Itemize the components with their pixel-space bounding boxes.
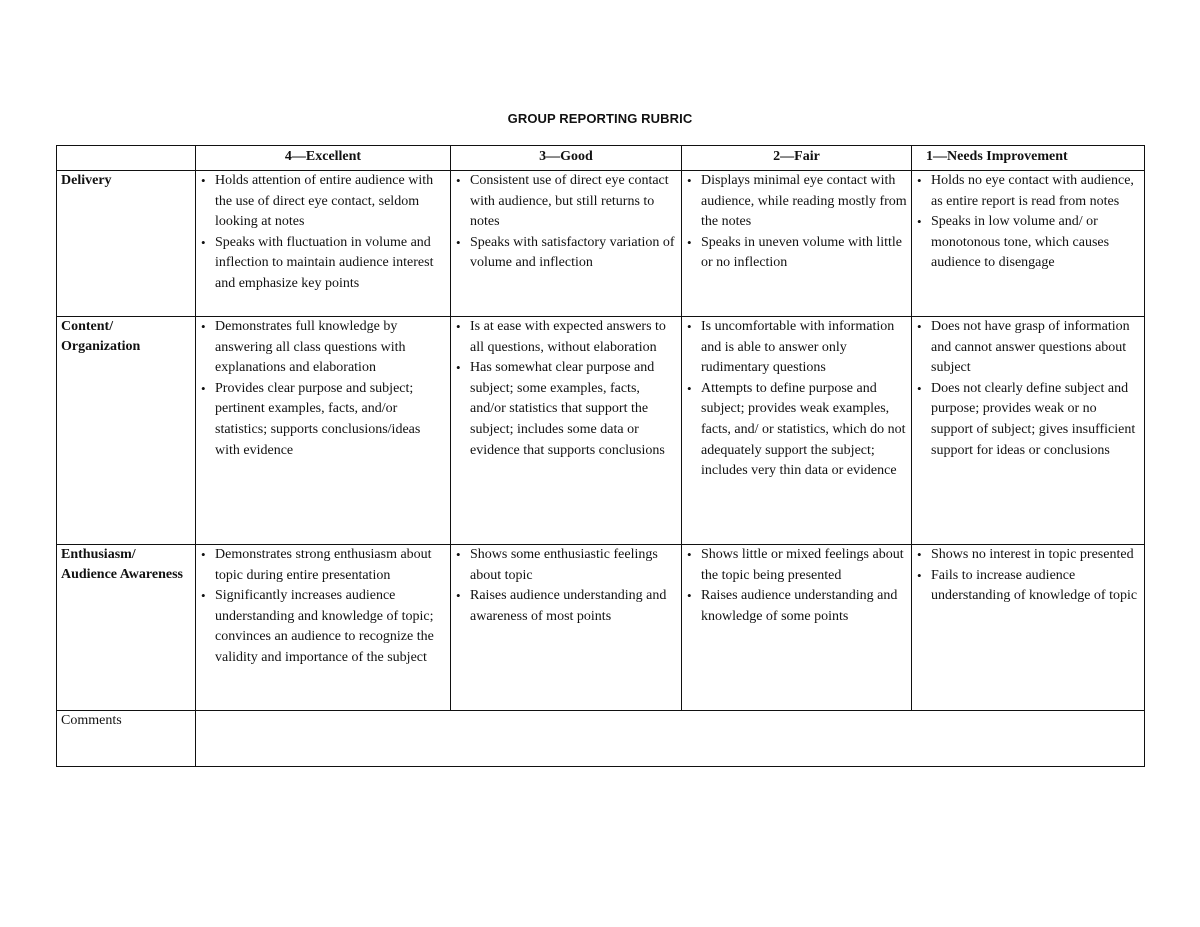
header-empty [57,146,196,171]
bullet-item: • Demonstrates strong enthusiasm about topic during entire presentation [200,545,447,586]
row-label-delivery: Delivery [57,171,196,317]
row-delivery [57,171,1145,317]
header-excellent: 4—Excellent [196,146,451,171]
rubric-table [56,145,1145,767]
bullet-item: • Shows some enthusiastic feelings about topic [455,545,678,586]
cell-enthusiasm-excellent [196,545,451,711]
bullet-item: • Significantly increases audience understanding and knowledge of topic; convinces an audience to recognize the validity and importance of the subject [200,586,447,668]
bullet-item: • Raises audience understanding and awareness of most points [455,586,678,627]
comments-area[interactable] [196,711,1145,767]
row-label-enthusiasm: Enthusiasm/ Audience Awareness [57,545,196,711]
header-good: 3—Good [451,146,682,171]
bullet-item: • Displays minimal eye contact with audience, while reading mostly from the notes [686,171,908,233]
cell-content-fair [682,317,912,545]
cell-delivery-good [451,171,682,317]
cell-content-good [451,317,682,545]
bullet-item: • Does not clearly define subject and purpose; provides weak or no support of subject; gives insufficient support for ideas or conclusions [916,379,1141,461]
page-title: GROUP REPORTING RUBRIC [507,111,693,126]
bullet-item: • Raises audience understanding and knowledge of some points [686,586,908,627]
bullet-item: • Fails to increase audience understanding of knowledge of topic [916,566,1141,607]
bullet-item: • Speaks with fluctuation in volume and inflection to maintain audience interest and emphasize key points [200,233,447,295]
bullet-item: • Speaks with satisfactory variation of volume and inflection [455,233,678,274]
bullet-item: • Attempts to define purpose and subject; provides weak examples, facts, and/ or statistics, which do not adequately support the subject; includes very thin data or evidence [686,379,908,482]
row-comments [57,711,1145,767]
row-content-organization [57,317,1145,545]
bullet-item: • Shows no interest in topic presented [916,545,1141,566]
bullet-item: • Holds no eye contact with audience, as entire report is read from notes [916,171,1141,212]
bullet-item: • Is at ease with expected answers to all questions, without elaboration [455,317,678,358]
bullet-item: • Provides clear purpose and subject; pertinent examples, facts, and/or statistics; supports conclusions/ideas with evidence [200,379,447,461]
bullet-item: • Speaks in uneven volume with little or no inflection [686,233,908,274]
bullet-item: • Speaks in low volume and/ or monotonous tone, which causes audience to disengage [916,212,1141,274]
bullet-item: • Shows little or mixed feelings about the topic being presented [686,545,908,586]
bullet-item: • Consistent use of direct eye contact with audience, but still returns to notes [455,171,678,233]
cell-delivery-needs-improvement [912,171,1145,317]
cell-enthusiasm-good [451,545,682,711]
bullet-item: • Demonstrates full knowledge by answering all class questions with explanations and elaboration [200,317,447,379]
cell-content-needs-improvement [912,317,1145,545]
row-label-content: Content/ Organization [57,317,196,545]
header-fair: 2—Fair [682,146,912,171]
bullet-item: • Is uncomfortable with information and is able to answer only rudimentary questions [686,317,908,379]
comments-label: Comments [57,711,196,767]
cell-content-excellent [196,317,451,545]
cell-enthusiasm-needs-improvement [912,545,1145,711]
bullet-item: • Does not have grasp of information and cannot answer questions about subject [916,317,1141,379]
header-row [57,146,1145,171]
header-needs-improvement: 1—Needs Improvement [912,146,1145,171]
bullet-item: • Holds attention of entire audience with the use of direct eye contact, seldom looking at notes [200,171,447,233]
cell-delivery-fair [682,171,912,317]
cell-enthusiasm-fair [682,545,912,711]
cell-delivery-excellent [196,171,451,317]
bullet-item: • Has somewhat clear purpose and subject; some examples, facts, and/or statistics that support the subject; includes some data or evidence that supports conclusions [455,358,678,461]
row-enthusiasm [57,545,1145,711]
